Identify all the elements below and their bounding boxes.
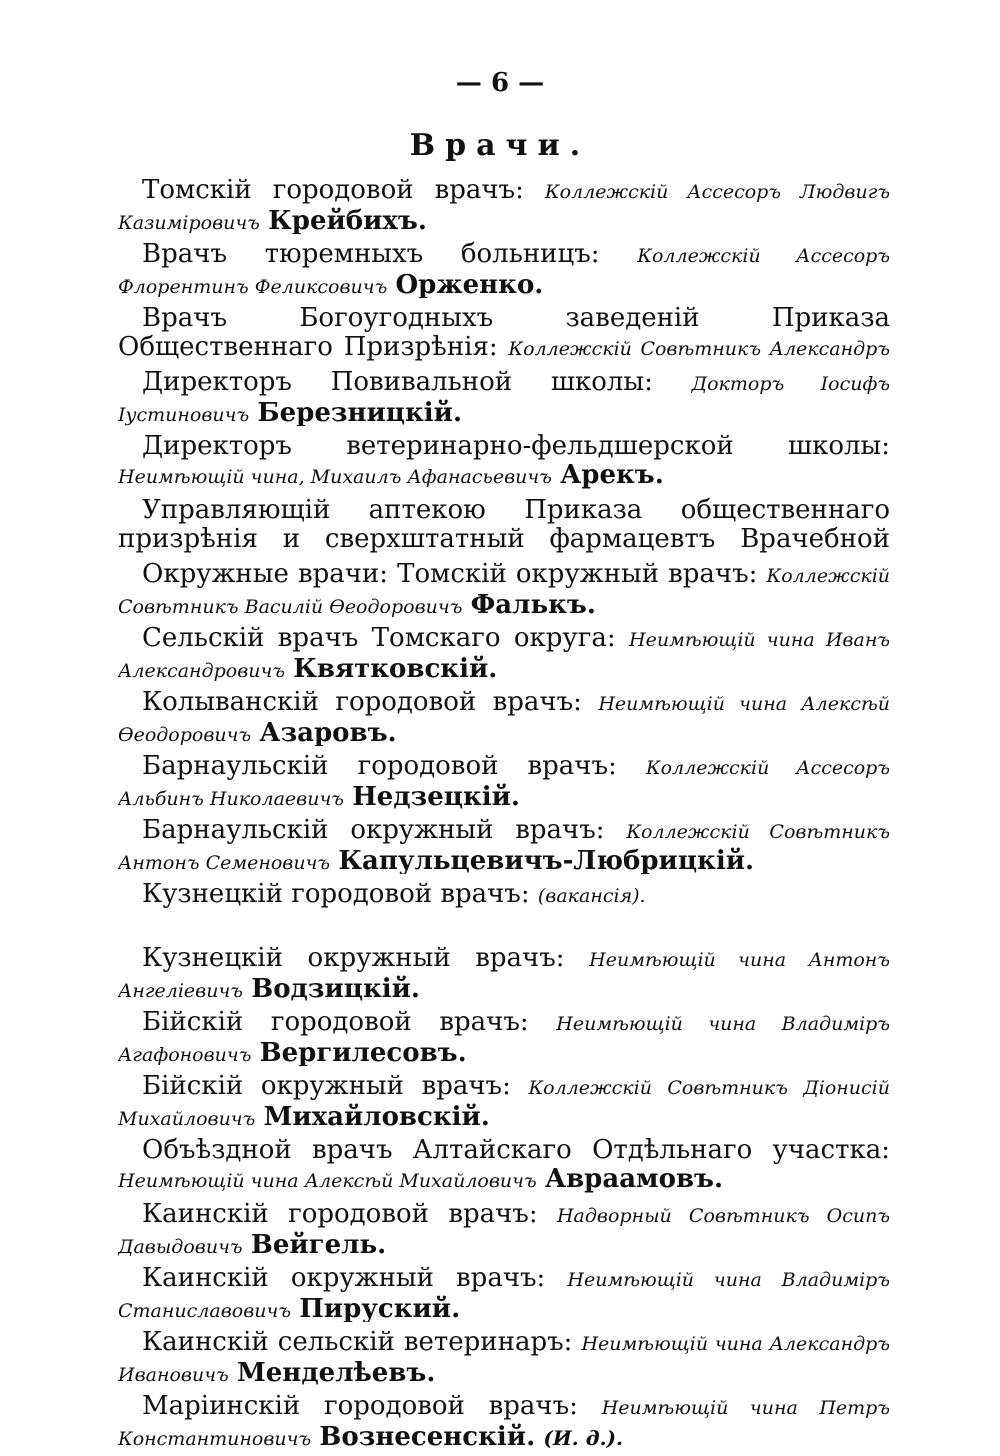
entry-rank: Коллежскій Совѣтникъ Діонисій Михайловичъ	[118, 1077, 890, 1130]
entry-position: Каинскій окружный врачъ:	[142, 1264, 546, 1293]
entry-rank: Неимѣющій чина Антонъ Ангеліевичъ	[118, 949, 890, 1002]
entry-name: Крейбихъ.	[268, 206, 427, 234]
list-item	[118, 368, 890, 426]
entry-rank: Коллежскій Совѣтникъ Василій Өеодоровичъ	[118, 565, 890, 618]
entry-rank: (вакансія).	[537, 885, 646, 907]
list-item	[118, 176, 890, 234]
list-item	[118, 432, 890, 490]
entry-rank: Коллежскій Совѣтникъ Александръ	[508, 338, 890, 360]
entry-name: Михайловскій.	[263, 1102, 490, 1130]
list-item	[118, 240, 890, 298]
list-item	[118, 816, 890, 874]
page-number: — 6 —	[455, 68, 545, 98]
entry-rank: Неимѣющій чина Владиміръ Станиславовичъ	[118, 1269, 890, 1322]
entry-position: Объѣздной врачъ Алтайскаго Отдѣльнаго участка:	[142, 1136, 890, 1165]
entry-name: Березницкій.	[257, 398, 463, 426]
entry-rank: Неимѣющій чина Алексѣй Михайловичъ	[118, 1170, 537, 1192]
entry-position: Врачъ тюремныхъ больницъ:	[142, 240, 600, 269]
entry-name: Капульцевичъ-Любрицкій.	[338, 846, 755, 874]
entry-name: Авраамовъ.	[544, 1164, 724, 1194]
entry-position: Барнаульскій окружный врачъ:	[142, 816, 605, 845]
entry-name: Вейгель.	[250, 1230, 387, 1258]
entry-rank: Коллежскій Ассесоръ Флорентинъ Феликсовичъ	[118, 245, 890, 298]
entry-rank: Неимѣющій чина Александръ Ивановичъ	[118, 1333, 890, 1386]
entry-position: Директоръ Повивальной школы:	[142, 368, 653, 397]
entry-name: Пируский.	[299, 1294, 461, 1322]
entry-position: Окружные врачи: Томскій окружный врачъ:	[142, 560, 758, 589]
list-item	[118, 1392, 890, 1450]
entry-name: Арекъ.	[560, 460, 664, 490]
entry-name: Вергилесовъ.	[259, 1038, 467, 1066]
list-item	[118, 624, 890, 682]
list-item	[118, 1008, 890, 1066]
entry-position: Бійскій городовой врачъ:	[142, 1008, 529, 1037]
list-item	[118, 1264, 890, 1322]
entry-name: Квятковскій.	[293, 654, 498, 682]
section-title: Врачи.	[409, 128, 591, 163]
entry-rank: Коллежскій Совѣтникъ Антонъ Семеновичъ	[118, 821, 890, 874]
entry-rank: Неимѣющій чина, Михаилъ Афанасьевичъ	[118, 466, 552, 488]
entry-name: Азаровъ.	[259, 718, 397, 746]
list-item	[118, 1136, 890, 1194]
entry-name: Водзицкій.	[251, 974, 420, 1002]
entry-position: Бійскій окружный врачъ:	[142, 1072, 511, 1101]
list-item	[118, 1328, 890, 1386]
entry-position: Каинскій сельскій ветеринаръ:	[142, 1328, 573, 1357]
list-item	[118, 880, 890, 938]
entry-position: Барнаульскій городовой врачъ:	[142, 752, 617, 781]
entry-rank: Неимѣющій чина Владиміръ Агафоновичъ	[118, 1013, 890, 1066]
entry-position: Директоръ ветеринарно-фельдшерской школы:	[142, 432, 890, 461]
entry-note: (И. д.).	[543, 1426, 623, 1450]
entry-position: Колыванскій городовой врачъ:	[142, 688, 582, 717]
list-item	[118, 560, 890, 618]
list-item	[118, 1200, 890, 1258]
list-item	[118, 496, 890, 554]
entry-position: Управляющій аптекою Приказа общественнаго призрѣнія и сверхштатный фармацевтъ Врачебной	[118, 496, 890, 554]
entry-position: Томскій городовой врачъ:	[142, 176, 524, 205]
entry-name: Вознесенскій.	[319, 1422, 536, 1450]
entry-rank: Докторъ Іосифъ Іустиновичъ	[118, 373, 890, 426]
list-item	[118, 304, 890, 362]
entry-rank: Надворный Совѣтникъ Осипъ Давыдовичъ	[118, 1205, 890, 1258]
entry-rank: Неимѣющій чина Петръ Константиновичъ	[118, 1397, 890, 1450]
entry-position: Маріинскій городовой врачъ:	[142, 1392, 578, 1421]
entry-name: Орженко.	[395, 270, 544, 298]
entry-position: Каинскій городовой врачъ:	[142, 1200, 538, 1229]
list-item	[118, 1072, 890, 1130]
entry-rank: Неимѣющій чина Алексѣй Өеодоровичъ	[118, 693, 890, 746]
entry-name: Фалькъ.	[470, 590, 596, 618]
list-item	[118, 944, 890, 1002]
entry-position: Кузнецкій городовой врачъ:	[142, 880, 530, 909]
entry-position: Сельскій врачъ Томскаго округа:	[142, 624, 616, 653]
list-item	[118, 688, 890, 746]
entry-position: Кузнецкій окружный врачъ:	[142, 944, 565, 973]
entry-position: Врачъ Богоугодныхъ заведеній Приказа Общественнаго Призрѣнія:	[118, 304, 890, 362]
entry-rank: Неимѣющій чина Иванъ Александровичъ	[118, 629, 890, 682]
entry-name: Недзецкій.	[352, 782, 520, 810]
entry-name: Менделѣевъ.	[236, 1358, 436, 1386]
list-item	[118, 752, 890, 810]
entry-rank: Коллежскій Ассесоръ Альбинъ Николаевичъ	[118, 757, 890, 810]
entry-rank: Коллежскій Ассесоръ Людвигъ Казиміровичъ	[118, 181, 890, 234]
entry-list	[118, 176, 890, 1456]
